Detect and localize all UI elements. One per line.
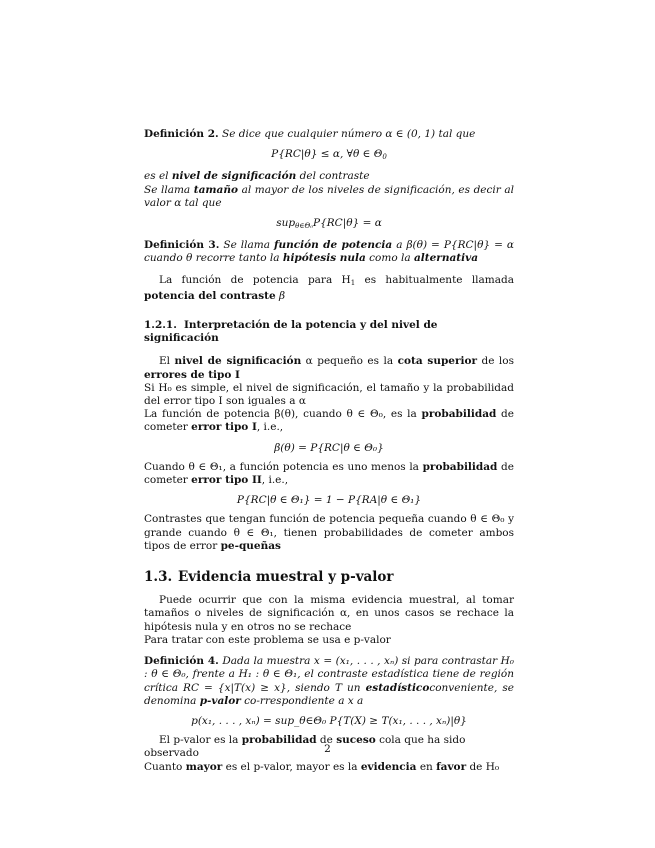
section-heading: 1.3. Evidencia muestral y p-valor bbox=[144, 569, 394, 586]
paragraph-type2: Cuando θ ∈ Θ₁, a función potencia es uno menos la probabilidad de cometer error tipo II, i.e., bbox=[144, 460, 514, 487]
paragraph-type1: La función de potencia β(θ), cuando θ ∈ Θ₀, es la probabilidad de cometer error tipo I, i.e., bbox=[144, 408, 514, 434]
paragraph-pvalue-evidence: Cuanto mayor es el p-valor, mayor es la evidencia en favor de H₀ bbox=[144, 760, 500, 773]
paragraph-power: La función de potencia para $H_1$ es habitualmente llamada potencia del contraste β bbox=[144, 273, 515, 302]
subsection-heading: 1.2.1. Interpretación de la potencia y del nivel de significación bbox=[144, 319, 438, 345]
term-tamano: tamaño bbox=[193, 183, 238, 196]
page-number: 2 bbox=[324, 743, 331, 755]
def3-label: Definición 3. bbox=[144, 239, 220, 252]
paragraph-pvalue-prob: El p-valor es la probabilidad de suceso cola que ha sido observado bbox=[144, 734, 466, 760]
equation-significance: P{RC|θ} ≤ α, ∀θ ∈ $\Theta_0$ bbox=[271, 148, 387, 162]
equation-beta: β(θ) = P{RC|θ ∈ Θ₀} bbox=[274, 441, 384, 454]
def2-line2: es el nivel de significación del contraste bbox=[144, 170, 370, 183]
def2-label: Definición 2. bbox=[144, 128, 219, 140]
term-nivel-significacion: nivel de significación bbox=[171, 170, 297, 183]
def2-text: Se dice que cualquier número α ∈ (0, 1) tal que bbox=[222, 128, 476, 140]
paragraph-evidence: Puede ocurrir que con la misma evidencia muestral, al tomar tamaños o niveles de significación α, en unos casos se rechace la hipótesis nula y en otros no se rechace bbox=[144, 594, 514, 633]
equation-type2: P{RC|θ ∈ Θ₁} = 1 − P{RA|θ ∈ Θ₁} bbox=[236, 494, 422, 507]
definition-3: Definición 3. Se llama función de potencia a β(θ) = P{RC|θ} = α cuando θ recorre tanto la hipótesis nula como la alternativa bbox=[144, 239, 514, 265]
document-body bbox=[144, 128, 514, 774]
paragraph-simple: Si H₀ es simple, el nivel de significación, el tamaño y la probabilidad del error tipo I son iguales a α bbox=[144, 381, 514, 408]
definition-4: Definición 4. Dada la muestra x = (x₁, . . . , xₙ) si para contrastar H₀ : θ ∈ Θ₀, frente a H₁ : θ ∈ Θ₁, el contraste estadística tiene de región crítica RC = {x|T(x) ≥ x}, siendo T un estadísticoconveniente, se denomina p-valor co-rrespondiente a x a bbox=[144, 655, 514, 707]
equation-size: sup$_{\theta\in\Theta_0}$P{RC|θ} = α bbox=[276, 217, 382, 231]
def4-label: Definición 4. bbox=[144, 655, 219, 668]
paragraph-small-power: Contrastes que tengan función de potencia pequeña cuando θ ∈ Θ₀ y grande cuando θ ∈ Θ₁, tienen probabilidades de cometer ambos tipos de error pe-queñas bbox=[144, 513, 514, 552]
paragraph-interpretation: El nivel de significación α pequeño es la cota superior de los errores de tipo I bbox=[144, 355, 514, 381]
def2-line3: Se llama tamaño al mayor de los niveles de significación, es decir al valor α tal que bbox=[144, 183, 514, 209]
paragraph-pvalue-intro: Para tratar con este problema se usa e p-valor bbox=[144, 633, 391, 646]
equation-pvalue: p(x₁, . . . , xₙ) = sup_θ∈Θ₀ P{T(X) ≥ T(x₁, . . . , xₙ)|θ} bbox=[191, 714, 467, 727]
definition-2 bbox=[144, 128, 514, 141]
